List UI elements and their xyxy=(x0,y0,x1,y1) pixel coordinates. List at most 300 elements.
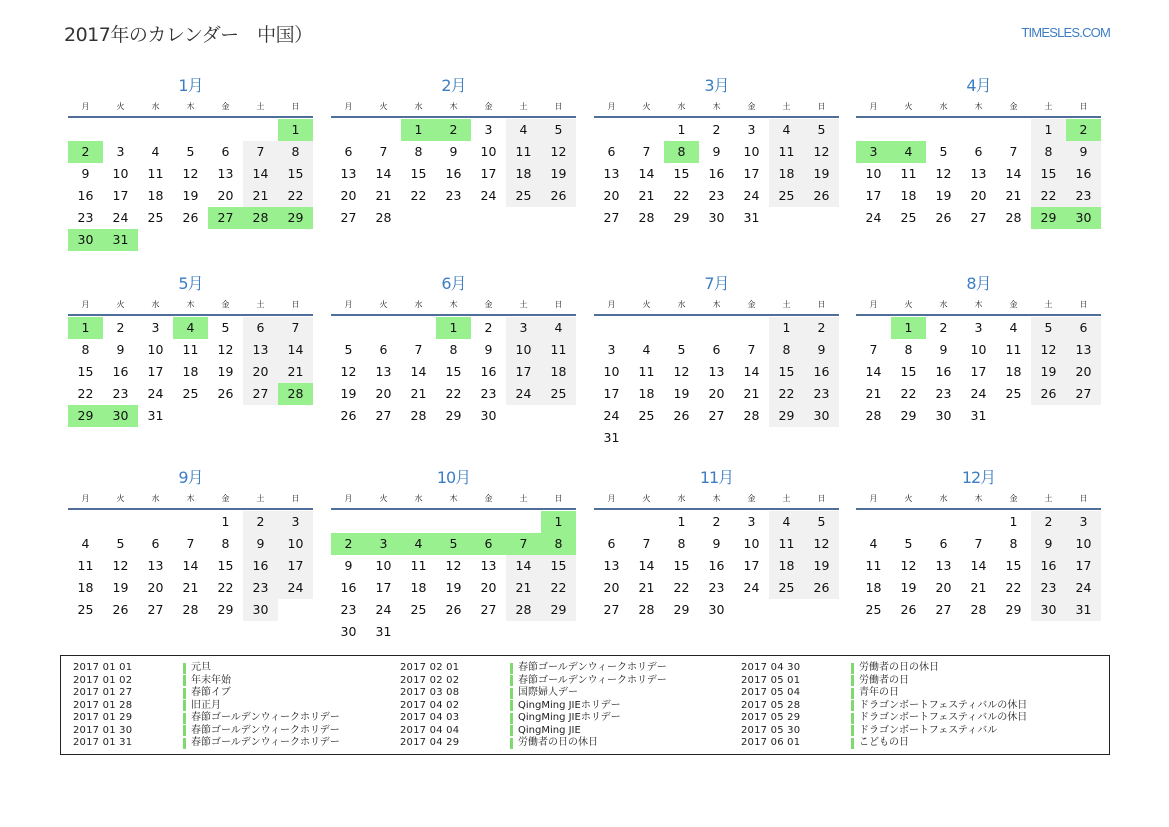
day-cell[interactable]: 24 xyxy=(506,383,541,405)
day-cell[interactable]: 12 xyxy=(673,364,690,379)
day-cell[interactable]: 27 xyxy=(340,210,357,225)
day-cell[interactable]: 17 xyxy=(865,188,882,203)
day-cell[interactable]: 30 xyxy=(708,210,725,225)
day-cell[interactable]: 21 xyxy=(375,188,392,203)
day-cell[interactable]: 21 xyxy=(970,580,987,595)
day-cell[interactable]: 29 xyxy=(673,602,690,617)
day-cell[interactable]: 19 xyxy=(673,386,690,401)
day-cell[interactable]: 31 xyxy=(743,210,760,225)
day-cell[interactable]: 30 xyxy=(708,602,725,617)
day-cell[interactable]: 28 xyxy=(743,408,760,423)
day-cell[interactable]: 16 xyxy=(340,580,357,595)
day-cell[interactable]: 22 xyxy=(673,580,690,595)
day-cell[interactable]: 18 xyxy=(865,580,882,595)
day-cell[interactable]: 21 xyxy=(743,386,760,401)
day-cell[interactable]: 20 xyxy=(603,580,620,595)
holiday-day-cell[interactable]: 1 xyxy=(436,317,471,339)
day-cell[interactable]: 17 xyxy=(1066,555,1101,577)
day-cell[interactable]: 4 xyxy=(506,119,541,141)
day-cell[interactable]: 25 xyxy=(769,185,804,207)
day-cell[interactable]: 29 xyxy=(769,405,804,427)
day-cell[interactable]: 13 xyxy=(970,166,987,181)
holiday-day-cell[interactable]: 28 xyxy=(278,383,313,405)
day-cell[interactable]: 23 xyxy=(804,383,839,405)
day-cell[interactable]: 11 xyxy=(77,558,94,573)
day-cell[interactable]: 10 xyxy=(970,342,987,357)
holiday-day-cell[interactable]: 6 xyxy=(471,533,506,555)
holiday-day-cell[interactable]: 2 xyxy=(1066,119,1101,141)
day-cell[interactable]: 16 xyxy=(804,361,839,383)
day-cell[interactable]: 14 xyxy=(970,558,987,573)
day-cell[interactable]: 6 xyxy=(607,144,616,159)
day-cell[interactable]: 21 xyxy=(182,580,199,595)
day-cell[interactable]: 27 xyxy=(147,602,164,617)
day-cell[interactable]: 15 xyxy=(410,166,427,181)
day-cell[interactable]: 14 xyxy=(638,166,655,181)
day-cell[interactable]: 19 xyxy=(804,163,839,185)
day-cell[interactable]: 25 xyxy=(77,602,94,617)
day-cell[interactable]: 6 xyxy=(712,342,721,357)
day-cell[interactable]: 16 xyxy=(77,188,94,203)
day-cell[interactable]: 2 xyxy=(939,320,948,335)
day-cell[interactable]: 24 xyxy=(278,577,313,599)
day-cell[interactable]: 7 xyxy=(974,536,983,551)
holiday-day-cell[interactable]: 3 xyxy=(366,533,401,555)
day-cell[interactable]: 21 xyxy=(278,361,313,383)
day-cell[interactable]: 26 xyxy=(217,386,234,401)
day-cell[interactable]: 15 xyxy=(445,364,462,379)
day-cell[interactable]: 22 xyxy=(1031,185,1066,207)
day-cell[interactable]: 22 xyxy=(769,383,804,405)
day-cell[interactable]: 27 xyxy=(970,210,987,225)
day-cell[interactable]: 2 xyxy=(1031,511,1066,533)
day-cell[interactable]: 19 xyxy=(445,580,462,595)
day-cell[interactable]: 28 xyxy=(638,210,655,225)
day-cell[interactable]: 10 xyxy=(375,558,392,573)
day-cell[interactable]: 11 xyxy=(769,533,804,555)
day-cell[interactable]: 13 xyxy=(1066,339,1101,361)
day-cell[interactable]: 10 xyxy=(147,342,164,357)
day-cell[interactable]: 4 xyxy=(151,144,160,159)
day-cell[interactable]: 6 xyxy=(221,144,230,159)
day-cell[interactable]: 20 xyxy=(375,386,392,401)
day-cell[interactable]: 12 xyxy=(900,558,917,573)
day-cell[interactable]: 3 xyxy=(747,514,756,529)
day-cell[interactable]: 2 xyxy=(243,511,278,533)
day-cell[interactable]: 15 xyxy=(541,555,576,577)
day-cell[interactable]: 24 xyxy=(970,386,987,401)
day-cell[interactable]: 10 xyxy=(743,536,760,551)
day-cell[interactable]: 18 xyxy=(900,188,917,203)
day-cell[interactable]: 7 xyxy=(1009,144,1018,159)
day-cell[interactable]: 30 xyxy=(935,408,952,423)
day-cell[interactable]: 15 xyxy=(217,558,234,573)
day-cell[interactable]: 14 xyxy=(375,166,392,181)
day-cell[interactable]: 24 xyxy=(865,210,882,225)
day-cell[interactable]: 27 xyxy=(708,408,725,423)
day-cell[interactable]: 13 xyxy=(603,166,620,181)
day-cell[interactable]: 6 xyxy=(151,536,160,551)
day-cell[interactable]: 19 xyxy=(182,188,199,203)
day-cell[interactable]: 13 xyxy=(217,166,234,181)
day-cell[interactable]: 28 xyxy=(970,602,987,617)
day-cell[interactable]: 22 xyxy=(673,188,690,203)
day-cell[interactable]: 28 xyxy=(638,602,655,617)
day-cell[interactable]: 31 xyxy=(375,624,392,639)
day-cell[interactable]: 30 xyxy=(804,405,839,427)
day-cell[interactable]: 10 xyxy=(603,364,620,379)
day-cell[interactable]: 6 xyxy=(1066,317,1101,339)
day-cell[interactable]: 3 xyxy=(278,511,313,533)
day-cell[interactable]: 14 xyxy=(865,364,882,379)
holiday-day-cell[interactable]: 30 xyxy=(1066,207,1101,229)
day-cell[interactable]: 2 xyxy=(712,514,721,529)
day-cell[interactable]: 18 xyxy=(77,580,94,595)
day-cell[interactable]: 26 xyxy=(900,602,917,617)
day-cell[interactable]: 3 xyxy=(607,342,616,357)
day-cell[interactable]: 1 xyxy=(1031,119,1066,141)
holiday-day-cell[interactable]: 2 xyxy=(331,533,366,555)
day-cell[interactable]: 23 xyxy=(112,386,129,401)
day-cell[interactable]: 8 xyxy=(414,144,423,159)
day-cell[interactable]: 2 xyxy=(484,320,493,335)
day-cell[interactable]: 11 xyxy=(182,342,199,357)
holiday-day-cell[interactable]: 7 xyxy=(506,533,541,555)
day-cell[interactable]: 17 xyxy=(506,361,541,383)
day-cell[interactable]: 14 xyxy=(182,558,199,573)
day-cell[interactable]: 15 xyxy=(769,361,804,383)
day-cell[interactable]: 10 xyxy=(743,144,760,159)
day-cell[interactable]: 20 xyxy=(603,188,620,203)
day-cell[interactable]: 3 xyxy=(974,320,983,335)
day-cell[interactable]: 4 xyxy=(642,342,651,357)
day-cell[interactable]: 5 xyxy=(186,144,195,159)
day-cell[interactable]: 12 xyxy=(935,166,952,181)
day-cell[interactable]: 7 xyxy=(869,342,878,357)
day-cell[interactable]: 18 xyxy=(769,555,804,577)
day-cell[interactable]: 22 xyxy=(541,577,576,599)
day-cell[interactable]: 12 xyxy=(804,141,839,163)
day-cell[interactable]: 20 xyxy=(243,361,278,383)
day-cell[interactable]: 13 xyxy=(603,558,620,573)
day-cell[interactable]: 12 xyxy=(445,558,462,573)
day-cell[interactable]: 11 xyxy=(410,558,427,573)
day-cell[interactable]: 22 xyxy=(445,386,462,401)
day-cell[interactable]: 19 xyxy=(1031,361,1066,383)
day-cell[interactable]: 30 xyxy=(1031,599,1066,621)
day-cell[interactable]: 25 xyxy=(541,383,576,405)
day-cell[interactable]: 27 xyxy=(603,602,620,617)
holiday-day-cell[interactable]: 5 xyxy=(436,533,471,555)
day-cell[interactable]: 12 xyxy=(340,364,357,379)
day-cell[interactable]: 14 xyxy=(243,163,278,185)
day-cell[interactable]: 30 xyxy=(243,599,278,621)
day-cell[interactable]: 23 xyxy=(445,188,462,203)
day-cell[interactable]: 4 xyxy=(769,119,804,141)
day-cell[interactable]: 12 xyxy=(112,558,129,573)
day-cell[interactable]: 23 xyxy=(77,210,94,225)
day-cell[interactable]: 20 xyxy=(147,580,164,595)
day-cell[interactable]: 6 xyxy=(939,536,948,551)
day-cell[interactable]: 29 xyxy=(1005,602,1022,617)
day-cell[interactable]: 12 xyxy=(1031,339,1066,361)
day-cell[interactable]: 12 xyxy=(804,533,839,555)
day-cell[interactable]: 8 xyxy=(81,342,90,357)
day-cell[interactable]: 16 xyxy=(708,558,725,573)
day-cell[interactable]: 8 xyxy=(449,342,458,357)
day-cell[interactable]: 14 xyxy=(410,364,427,379)
day-cell[interactable]: 28 xyxy=(506,599,541,621)
holiday-day-cell[interactable]: 2 xyxy=(436,119,471,141)
day-cell[interactable]: 29 xyxy=(445,408,462,423)
holiday-day-cell[interactable]: 1 xyxy=(278,119,313,141)
day-cell[interactable]: 11 xyxy=(1005,342,1022,357)
day-cell[interactable]: 3 xyxy=(747,122,756,137)
day-cell[interactable]: 15 xyxy=(1031,163,1066,185)
day-cell[interactable]: 6 xyxy=(243,317,278,339)
day-cell[interactable]: 5 xyxy=(344,342,353,357)
day-cell[interactable]: 23 xyxy=(1066,185,1101,207)
day-cell[interactable]: 10 xyxy=(506,339,541,361)
day-cell[interactable]: 20 xyxy=(217,188,234,203)
day-cell[interactable]: 26 xyxy=(182,210,199,225)
day-cell[interactable]: 7 xyxy=(642,536,651,551)
day-cell[interactable]: 5 xyxy=(116,536,125,551)
holiday-day-cell[interactable]: 1 xyxy=(401,119,436,141)
day-cell[interactable]: 24 xyxy=(743,580,760,595)
holiday-day-cell[interactable]: 27 xyxy=(208,207,243,229)
day-cell[interactable]: 17 xyxy=(743,558,760,573)
day-cell[interactable]: 1 xyxy=(221,514,230,529)
day-cell[interactable]: 11 xyxy=(769,141,804,163)
day-cell[interactable]: 11 xyxy=(900,166,917,181)
day-cell[interactable]: 6 xyxy=(344,144,353,159)
day-cell[interactable]: 27 xyxy=(243,383,278,405)
day-cell[interactable]: 7 xyxy=(747,342,756,357)
day-cell[interactable]: 21 xyxy=(638,188,655,203)
day-cell[interactable]: 7 xyxy=(186,536,195,551)
day-cell[interactable]: 19 xyxy=(900,580,917,595)
day-cell[interactable]: 24 xyxy=(1066,577,1101,599)
day-cell[interactable]: 23 xyxy=(243,577,278,599)
day-cell[interactable]: 9 xyxy=(344,558,353,573)
day-cell[interactable]: 14 xyxy=(743,364,760,379)
day-cell[interactable]: 13 xyxy=(375,364,392,379)
day-cell[interactable]: 7 xyxy=(414,342,423,357)
day-cell[interactable]: 15 xyxy=(673,166,690,181)
day-cell[interactable]: 17 xyxy=(970,364,987,379)
day-cell[interactable]: 22 xyxy=(1005,580,1022,595)
day-cell[interactable]: 29 xyxy=(900,408,917,423)
day-cell[interactable]: 9 xyxy=(81,166,90,181)
holiday-day-cell[interactable]: 1 xyxy=(68,317,103,339)
day-cell[interactable]: 8 xyxy=(221,536,230,551)
day-cell[interactable]: 25 xyxy=(182,386,199,401)
day-cell[interactable]: 5 xyxy=(804,511,839,533)
day-cell[interactable]: 3 xyxy=(151,320,160,335)
day-cell[interactable]: 8 xyxy=(278,141,313,163)
day-cell[interactable]: 18 xyxy=(182,364,199,379)
day-cell[interactable]: 22 xyxy=(278,185,313,207)
day-cell[interactable]: 13 xyxy=(243,339,278,361)
day-cell[interactable]: 17 xyxy=(278,555,313,577)
day-cell[interactable]: 18 xyxy=(541,361,576,383)
holiday-day-cell[interactable]: 4 xyxy=(173,317,208,339)
day-cell[interactable]: 28 xyxy=(182,602,199,617)
day-cell[interactable]: 3 xyxy=(1066,511,1101,533)
day-cell[interactable]: 6 xyxy=(974,144,983,159)
day-cell[interactable]: 5 xyxy=(804,119,839,141)
site-brand[interactable]: TIMESLES.COM xyxy=(1021,25,1110,40)
holiday-day-cell[interactable]: 28 xyxy=(243,207,278,229)
day-cell[interactable]: 25 xyxy=(769,577,804,599)
day-cell[interactable]: 25 xyxy=(410,602,427,617)
day-cell[interactable]: 3 xyxy=(506,317,541,339)
day-cell[interactable]: 26 xyxy=(445,602,462,617)
day-cell[interactable]: 24 xyxy=(375,602,392,617)
day-cell[interactable]: 21 xyxy=(865,386,882,401)
day-cell[interactable]: 15 xyxy=(278,163,313,185)
day-cell[interactable]: 9 xyxy=(116,342,125,357)
day-cell[interactable]: 25 xyxy=(506,185,541,207)
day-cell[interactable]: 26 xyxy=(340,408,357,423)
day-cell[interactable]: 27 xyxy=(375,408,392,423)
holiday-day-cell[interactable]: 29 xyxy=(1031,207,1066,229)
day-cell[interactable]: 26 xyxy=(673,408,690,423)
day-cell[interactable]: 26 xyxy=(541,185,576,207)
day-cell[interactable]: 22 xyxy=(217,580,234,595)
holiday-day-cell[interactable]: 4 xyxy=(401,533,436,555)
holiday-day-cell[interactable]: 31 xyxy=(103,229,138,251)
day-cell[interactable]: 29 xyxy=(217,602,234,617)
day-cell[interactable]: 18 xyxy=(147,188,164,203)
day-cell[interactable]: 1 xyxy=(677,122,686,137)
day-cell[interactable]: 8 xyxy=(904,342,913,357)
day-cell[interactable]: 11 xyxy=(506,141,541,163)
day-cell[interactable]: 26 xyxy=(804,577,839,599)
day-cell[interactable]: 2 xyxy=(712,122,721,137)
day-cell[interactable]: 15 xyxy=(1005,558,1022,573)
day-cell[interactable]: 14 xyxy=(278,339,313,361)
holiday-day-cell[interactable]: 29 xyxy=(278,207,313,229)
day-cell[interactable]: 1 xyxy=(1009,514,1018,529)
day-cell[interactable]: 23 xyxy=(480,386,497,401)
day-cell[interactable]: 20 xyxy=(970,188,987,203)
day-cell[interactable]: 11 xyxy=(147,166,164,181)
day-cell[interactable]: 5 xyxy=(939,144,948,159)
day-cell[interactable]: 7 xyxy=(278,317,313,339)
day-cell[interactable]: 17 xyxy=(375,580,392,595)
day-cell[interactable]: 18 xyxy=(769,163,804,185)
day-cell[interactable]: 1 xyxy=(677,514,686,529)
day-cell[interactable]: 4 xyxy=(869,536,878,551)
day-cell[interactable]: 27 xyxy=(1066,383,1101,405)
day-cell[interactable]: 16 xyxy=(112,364,129,379)
day-cell[interactable]: 23 xyxy=(340,602,357,617)
day-cell[interactable]: 30 xyxy=(480,408,497,423)
holiday-day-cell[interactable]: 2 xyxy=(68,141,103,163)
day-cell[interactable]: 10 xyxy=(865,166,882,181)
day-cell[interactable]: 9 xyxy=(712,144,721,159)
day-cell[interactable]: 16 xyxy=(1031,555,1066,577)
day-cell[interactable]: 17 xyxy=(480,166,497,181)
day-cell[interactable]: 20 xyxy=(340,188,357,203)
day-cell[interactable]: 21 xyxy=(638,580,655,595)
holiday-day-cell[interactable]: 3 xyxy=(856,141,891,163)
day-cell[interactable]: 31 xyxy=(147,408,164,423)
day-cell[interactable]: 20 xyxy=(480,580,497,595)
holiday-day-cell[interactable]: 1 xyxy=(891,317,926,339)
day-cell[interactable]: 29 xyxy=(673,210,690,225)
day-cell[interactable]: 29 xyxy=(541,599,576,621)
day-cell[interactable]: 18 xyxy=(1005,364,1022,379)
day-cell[interactable]: 7 xyxy=(642,144,651,159)
day-cell[interactable]: 31 xyxy=(603,430,620,445)
day-cell[interactable]: 27 xyxy=(935,602,952,617)
day-cell[interactable]: 11 xyxy=(638,364,655,379)
holiday-day-cell[interactable]: 30 xyxy=(103,405,138,427)
day-cell[interactable]: 9 xyxy=(804,339,839,361)
day-cell[interactable]: 9 xyxy=(1031,533,1066,555)
holiday-day-cell[interactable]: 4 xyxy=(891,141,926,163)
day-cell[interactable]: 17 xyxy=(743,166,760,181)
day-cell[interactable]: 19 xyxy=(804,555,839,577)
day-cell[interactable]: 13 xyxy=(340,166,357,181)
day-cell[interactable]: 31 xyxy=(970,408,987,423)
day-cell[interactable]: 10 xyxy=(1066,533,1101,555)
day-cell[interactable]: 6 xyxy=(607,536,616,551)
day-cell[interactable]: 13 xyxy=(480,558,497,573)
day-cell[interactable]: 22 xyxy=(410,188,427,203)
day-cell[interactable]: 24 xyxy=(147,386,164,401)
day-cell[interactable]: 24 xyxy=(112,210,129,225)
day-cell[interactable]: 8 xyxy=(1009,536,1018,551)
day-cell[interactable]: 21 xyxy=(410,386,427,401)
day-cell[interactable]: 23 xyxy=(708,580,725,595)
day-cell[interactable]: 9 xyxy=(449,144,458,159)
day-cell[interactable]: 22 xyxy=(900,386,917,401)
day-cell[interactable]: 26 xyxy=(1031,383,1066,405)
day-cell[interactable]: 20 xyxy=(935,580,952,595)
day-cell[interactable]: 4 xyxy=(769,511,804,533)
day-cell[interactable]: 14 xyxy=(638,558,655,573)
day-cell[interactable]: 30 xyxy=(340,624,357,639)
day-cell[interactable]: 12 xyxy=(541,141,576,163)
day-cell[interactable]: 26 xyxy=(935,210,952,225)
day-cell[interactable]: 16 xyxy=(480,364,497,379)
day-cell[interactable]: 4 xyxy=(541,317,576,339)
day-cell[interactable]: 2 xyxy=(804,317,839,339)
day-cell[interactable]: 24 xyxy=(480,188,497,203)
day-cell[interactable]: 21 xyxy=(1005,188,1022,203)
day-cell[interactable]: 16 xyxy=(1066,163,1101,185)
day-cell[interactable]: 28 xyxy=(1005,210,1022,225)
day-cell[interactable]: 8 xyxy=(1031,141,1066,163)
day-cell[interactable]: 14 xyxy=(506,555,541,577)
day-cell[interactable]: 5 xyxy=(677,342,686,357)
day-cell[interactable]: 9 xyxy=(1066,141,1101,163)
day-cell[interactable]: 9 xyxy=(484,342,493,357)
day-cell[interactable]: 23 xyxy=(935,386,952,401)
day-cell[interactable]: 25 xyxy=(865,602,882,617)
day-cell[interactable]: 10 xyxy=(480,144,497,159)
day-cell[interactable]: 31 xyxy=(1066,599,1101,621)
day-cell[interactable]: 19 xyxy=(217,364,234,379)
day-cell[interactable]: 4 xyxy=(1009,320,1018,335)
day-cell[interactable]: 10 xyxy=(278,533,313,555)
day-cell[interactable]: 28 xyxy=(375,210,392,225)
day-cell[interactable]: 10 xyxy=(112,166,129,181)
